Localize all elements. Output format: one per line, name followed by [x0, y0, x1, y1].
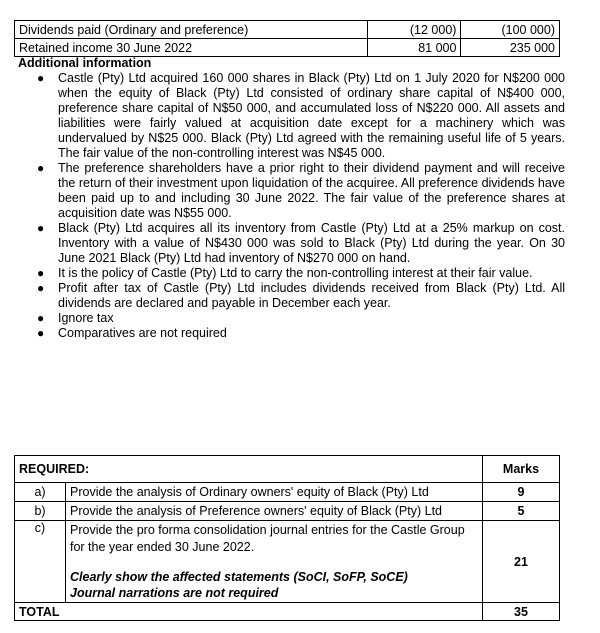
castle-value: 81 000 [367, 39, 461, 57]
list-item-text: Profit after tax of Castle (Pty) Ltd includes dividends received from Black (Pty) Ltd. All dividends are declared and payable in December each year. [58, 281, 565, 310]
table-row [15, 21, 560, 39]
bullet-icon: ● [37, 266, 45, 280]
table-row [15, 483, 560, 502]
list-item-text: The preference shareholders have a prior right to their dividend payment and will receive the return of their investment upon liquidation of the acquiree. All preference dividends have been paid up to and including 30 June 2022. The fair value of the preference shares at acquisition date was N$55 000. [58, 161, 565, 220]
table-row [15, 39, 560, 57]
marks-heading: Marks [483, 456, 560, 483]
table-row [15, 502, 560, 521]
additional-information-heading: Additional information [18, 56, 152, 70]
bullet-icon: ● [37, 221, 45, 235]
list-item-text: Castle (Pty) Ltd acquired 160 000 shares in Black (Pty) Ltd on 1 July 2020 for N$200 000 when the equity of Black (Pty) Ltd consisted of ordinary share capital of N$400 000, preference share capital of N$50 000, and accumulated loss of N$220 000. All assets and liabilities were fairly valued at acquisition date except for a machinery which was undervalued by N$25 000. Black (Pty) Ltd agreed with the remaining useful life of 5 years. The fair value of the non-controlling interest was N$45 000. [58, 71, 565, 160]
table-row [15, 521, 560, 603]
question-text: Provide the pro forma consolidation journal entries for the Castle Group for the year ended 30 June 2022. [70, 523, 465, 554]
total-row [15, 603, 560, 621]
bullet-icon: ● [37, 281, 45, 295]
list-item-text: Comparatives are not required [58, 326, 227, 340]
required-header-row [15, 456, 560, 483]
list-item [0, 326, 565, 341]
bullet-icon: ● [37, 311, 45, 325]
financial-extract-table [14, 20, 560, 57]
required-table [14, 455, 560, 621]
list-item-text: Black (Pty) Ltd acquires all its inventory from Castle (Pty) Ltd at a 25% markup on cost. Inventory with a value of N$430 000 was sold to Black (Pty) Ltd during the year. On 30 June 2021 Black (Pty) Ltd had inventory of N$270 000 on hand. [58, 221, 565, 265]
question-marks: 5 [483, 502, 560, 521]
additional-information-list [0, 71, 565, 341]
list-item [0, 266, 565, 281]
list-item-text: Ignore tax [58, 311, 114, 325]
question-cell [66, 521, 483, 603]
list-item [0, 281, 565, 311]
list-item [0, 221, 565, 266]
list-item-text: It is the policy of Castle (Pty) Ltd to carry the non-controlling interest at their fair value. [58, 266, 533, 280]
question-label: c) [15, 521, 66, 603]
required-heading: REQUIRED: [15, 456, 483, 483]
black-value: 235 000 [461, 39, 560, 57]
black-value: (100 000) [461, 21, 560, 39]
emphasis-note: Clearly show the affected statements (SoCI, SoFP, SoCE) [70, 570, 408, 584]
castle-value: (12 000) [367, 21, 461, 39]
list-item [0, 161, 565, 221]
total-marks: 35 [483, 603, 560, 621]
list-item [0, 311, 565, 326]
bullet-icon: ● [37, 71, 45, 85]
bullet-icon: ● [37, 161, 45, 175]
row-label: Retained income 30 June 2022 [15, 39, 368, 57]
total-label: TOTAL [15, 603, 483, 621]
question-text: Provide the analysis of Ordinary owners' equity of Black (Pty) Ltd [66, 483, 483, 502]
emphasis-note: Journal narrations are not required [70, 586, 279, 600]
question-text: Provide the analysis of Preference owners' equity of Black (Pty) Ltd [66, 502, 483, 521]
bullet-icon: ● [37, 326, 45, 340]
question-marks: 9 [483, 483, 560, 502]
list-item [0, 71, 565, 161]
question-label: b) [15, 502, 66, 521]
row-label: Dividends paid (Ordinary and preference) [15, 21, 368, 39]
question-label: a) [15, 483, 66, 502]
question-marks: 21 [483, 521, 560, 603]
